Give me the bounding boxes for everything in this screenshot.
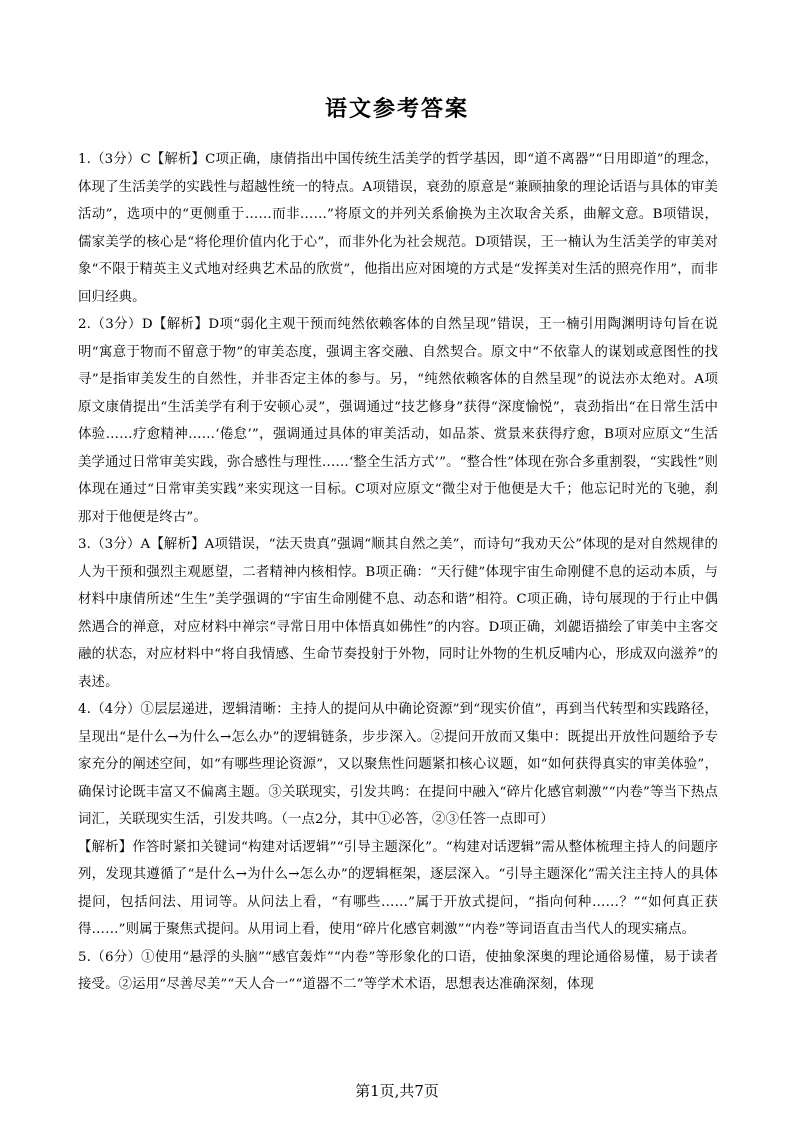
answer-3: 3.（3分）A【解析】A项错误，“法天贵真”强调“顺其自然之美”，而诗句“我劝天公”体现的是对自然规律的人为干预和强烈主观愿望，二者精神内核相悖。B项正确：“天行健”体现宇宙生命刚健不息的运动本质，与材料中康倩所述“生生”美学强调的“宇宙生命刚健不息、动态和谐”相符。C项正确，诗句展现的于行止中偶然遇合的禅意，对应材料中禅宗“寻常日用中体悟真如佛性”的内容。D项正确，刘勰语描绘了审美中主客交融的状态，对应材料中“将自我情感、生命节奏投射于外物，同时让外物的生机反哺内心，形成双向滋养”的表述。 [78, 537, 718, 690]
answer-4-analysis: 【解析】作答时紧扣关键词“构建对话逻辑”“引导主题深化”。“构建对话逻辑”需从整体梳理主持人的问题序列，发现其遵循了“是什么→为什么→怎么办”的逻辑框架，逐层深入。“引导主题深化”需关注主持人的具体提问，包括问法、用词等。从问法上看，“有哪些……”属于开放式提问，“指向何种……？”“如何真正获得……”则属于聚焦式提问。从用词上看，使用“碎片化感官刺激”“内卷”等词语直击当代人的现实痛点。 [78, 839, 718, 937]
answer-content [78, 146, 718, 999]
answer-2: 2.（3分）D【解析】D项“弱化主观干预而纯然依赖客体的自然呈现”错误，王一楠引用陶渊明诗句旨在说明“寓意于物而不留意于物”的审美态度，强调主客交融、自然契合。原文中“不依靠人的谋划或意图性的找寻”是指审美发生的自然性，并非否定主体的参与。另，“纯然依赖客体的自然呈现”的说法亦太绝对。A项原文康倩提出“生活美学有利于安顿心灵”，强调通过“技艺修身”获得“深度愉悦”，袁劲指出“在日常生活中体验……疗愈精神……‘倦怠’”，强调通过具体的审美活动，如品茶、赏景来获得疗愈，B项对应原文“生活美学通过日常审美实践，弥合感性与理性……‘整全生活方式’”。“整合性”体现在弥合多重割裂，“实践性”则体现在通过“日常审美实践”来实现这一目标。C项对应原文“微尘对于他便是大千；他忘记时光的飞驰，刹那对于他便是终古”。 [78, 317, 718, 525]
page-number: 第1页,共7页 [355, 1082, 439, 1100]
answer-5: 5.（6分）①使用“悬浮的头脑”“感官轰炸”“内卷”等形象化的口语，使抽象深奥的理论通俗易懂，易于读者接受。②运用“尽善尽美”“天人合一”“道器不二”等学术术语，思想表达准确深刻，体现 [78, 949, 718, 992]
answer-1: 1.（3分）C【解析】C项正确，康倩指出中国传统生活美学的哲学基因，即“道不离器”“日用即道”的理念，体现了生活美学的实践性与超越性统一的特点。A项错误，衰劲的原意是“兼顾抽象的理论话语与具体的审美活动”，选项中的“更侧重于……而非……”将原文的并列关系偷换为主次取舍关系，曲解文意。B项错误，儒家美学的核心是“将伦理价值内化于心”，而非外化为社会规范。D项错误，王一楠认为生活美学的审美对象“不限于精英主义式地对经典艺术品的欣赏”，他指出应对困境的方式是“发挥美对生活的照亮作用”，而非回归经典。 [78, 152, 718, 305]
page-title: 语文参考答案 [324, 96, 469, 122]
answer-4: 4.（4分）①层层递进，逻辑清晰：主持人的提问从中确论资源”到“现实价值”，再到当代转型和实践路径，呈现出“是什么→为什么→怎么办”的逻辑链条，步步深入。②提问开放而又集中：既提出开放性问题给予专家充分的阐述空间，如“有哪些理论资源”，又以聚焦性问题紧扣核心议题，如“如何获得真实的审美体验”，确保讨论既丰富又不偏离主题。③关联现实，引发共鸣：在提问中融入“碎片化感官刺激”“内卷”等当下热点词汇，关联现实生活，引发共鸣。（一点2分，其中①必答，②③任答一点即可） [78, 702, 718, 827]
